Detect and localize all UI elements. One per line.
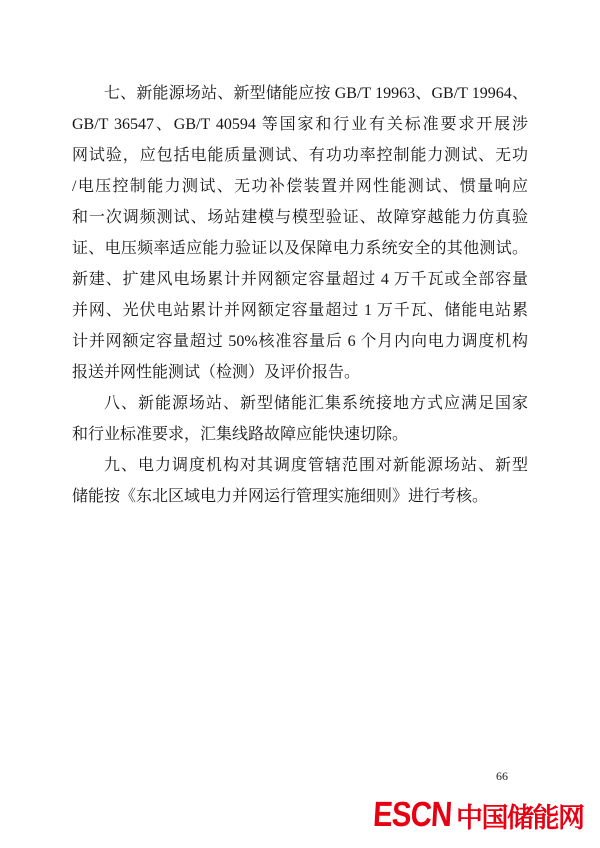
text-line: 九、电力调度机构对其调度管辖范围对新能源场站、新型: [104, 457, 528, 474]
text-line: 和行业标准要求，汇集线路故障应能快速切除。: [72, 426, 409, 443]
text-line: 储能按《东北区域电力并网运行管理实施细则》进行考核。: [72, 488, 489, 505]
text-line: 网试验，应包括电能质量测试、有功功率控制能力测试、无功: [72, 147, 528, 164]
text-line: 报送并网性能测试（检测）及评价报告。: [72, 364, 361, 381]
document-body: [72, 78, 528, 512]
text-line: GB/T 36547、GB/T 40594 等国家和行业有关标准要求开展涉: [72, 116, 528, 133]
text-line: 计并网额定容量超过 50%核准容量后 6 个月内向电力调度机构: [72, 333, 528, 350]
text-line: 八、新能源场站、新型储能汇集系统接地方式应满足国家: [104, 395, 528, 412]
page-number: 66: [496, 769, 508, 783]
logo-cjk-text: 中国储能网: [456, 803, 584, 833]
text-line: 七、新能源场站、新型储能应按 GB/T 19963、GB/T 19964、: [104, 85, 528, 102]
escn-logo: [372, 795, 588, 837]
logo-latin-text: ESCN: [372, 795, 453, 834]
text-line: 和一次调频测试、场站建模与模型验证、故障穿越能力仿真验: [72, 209, 528, 226]
text-line: /电压控制能力测试、无功补偿装置并网性能测试、惯量响应: [72, 178, 528, 195]
text-line: 新建、扩建风电场累计并网额定容量超过 4 万千瓦或全部容量: [72, 271, 528, 288]
text-line: 并网、光伏电站累计并网额定容量超过 1 万千瓦、储能电站累: [72, 302, 528, 319]
text-line: 证、电压频率适应能力验证以及保障电力系统安全的其他测试。: [72, 240, 528, 257]
